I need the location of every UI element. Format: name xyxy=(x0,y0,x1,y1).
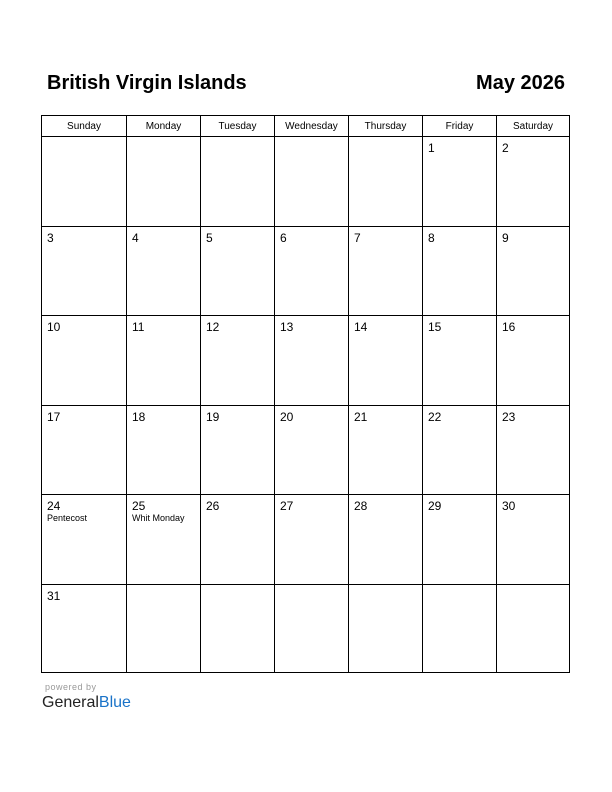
day-number: 1 xyxy=(428,141,435,155)
day-number: 13 xyxy=(280,320,294,334)
day-number: 12 xyxy=(206,320,220,334)
day-cell[interactable] xyxy=(275,406,349,495)
day-cell[interactable] xyxy=(275,316,349,406)
day-number: 3 xyxy=(47,231,54,245)
day-number: 26 xyxy=(206,499,220,513)
day-number: 6 xyxy=(280,231,287,245)
day-cell[interactable] xyxy=(275,495,349,585)
day-cell[interactable] xyxy=(349,406,423,495)
day-cell[interactable] xyxy=(275,227,349,316)
day-cell[interactable] xyxy=(127,316,201,406)
day-cell[interactable] xyxy=(201,585,275,672)
day-cell[interactable] xyxy=(497,406,569,495)
weekday-header-tuesday: Tuesday xyxy=(201,116,275,137)
day-number: 23 xyxy=(502,410,516,424)
day-number: 29 xyxy=(428,499,442,513)
day-number: 17 xyxy=(47,410,61,424)
day-cell[interactable] xyxy=(127,585,201,672)
day-number: 9 xyxy=(502,231,509,245)
generalblue-logo[interactable] xyxy=(42,694,131,712)
day-number: 8 xyxy=(428,231,435,245)
day-number: 21 xyxy=(354,410,368,424)
day-cell[interactable] xyxy=(201,495,275,585)
day-cell[interactable] xyxy=(349,137,423,227)
day-cell[interactable] xyxy=(127,495,201,585)
day-cell[interactable] xyxy=(349,585,423,672)
day-number: 11 xyxy=(132,320,145,334)
day-cell[interactable] xyxy=(423,585,497,672)
day-cell[interactable] xyxy=(423,316,497,406)
weekday-header-thursday: Thursday xyxy=(349,116,423,137)
holiday-label: Whit Monday xyxy=(132,513,185,523)
day-number: 25 xyxy=(132,499,146,513)
day-cell[interactable] xyxy=(42,495,127,585)
day-cell[interactable] xyxy=(127,227,201,316)
country-title: British Virgin Islands xyxy=(47,72,247,94)
day-cell[interactable] xyxy=(349,316,423,406)
day-cell[interactable] xyxy=(127,406,201,495)
day-cell[interactable] xyxy=(423,137,497,227)
brand-general: General xyxy=(42,694,99,711)
day-number: 28 xyxy=(354,499,368,513)
day-cell[interactable] xyxy=(497,585,569,672)
month-year-title: May 2026 xyxy=(476,72,565,94)
day-number: 5 xyxy=(206,231,213,245)
day-cell[interactable] xyxy=(42,585,127,672)
day-number: 27 xyxy=(280,499,294,513)
day-number: 19 xyxy=(206,410,220,424)
day-cell[interactable] xyxy=(497,137,569,227)
day-number: 30 xyxy=(502,499,516,513)
day-number: 31 xyxy=(47,589,61,603)
weekday-header-friday: Friday xyxy=(423,116,497,137)
weekday-header-saturday: Saturday xyxy=(512,121,554,132)
day-number: 10 xyxy=(47,320,61,334)
day-cell[interactable] xyxy=(349,227,423,316)
day-number: 20 xyxy=(280,410,294,424)
weekday-header-wednesday: Wednesday xyxy=(275,116,349,137)
holiday-label: Pentecost xyxy=(47,513,88,523)
day-cell[interactable] xyxy=(42,137,127,227)
weekday-header-monday: Monday xyxy=(127,116,201,137)
day-number: 18 xyxy=(132,410,146,424)
day-number: 4 xyxy=(132,231,139,245)
day-cell[interactable] xyxy=(423,406,497,495)
brand-blue: Blue xyxy=(98,694,131,711)
day-cell[interactable] xyxy=(201,137,275,227)
day-cell[interactable] xyxy=(42,316,127,406)
day-cell[interactable] xyxy=(201,316,275,406)
calendar-grid xyxy=(41,115,570,673)
day-cell[interactable] xyxy=(201,227,275,316)
day-number: 24 xyxy=(47,499,61,513)
day-number: 14 xyxy=(354,320,368,334)
day-cell[interactable] xyxy=(349,495,423,585)
day-number: 22 xyxy=(428,410,442,424)
day-cell[interactable] xyxy=(497,316,569,406)
day-cell[interactable] xyxy=(42,227,127,316)
day-cell[interactable] xyxy=(423,227,497,316)
weekday-header-sunday: Sunday xyxy=(42,116,127,137)
day-number: 2 xyxy=(502,141,509,155)
day-number: 15 xyxy=(428,320,442,334)
day-cell[interactable] xyxy=(201,406,275,495)
day-number: 16 xyxy=(502,320,516,334)
day-cell[interactable] xyxy=(42,406,127,495)
day-cell[interactable] xyxy=(497,495,569,585)
day-number: 7 xyxy=(354,231,361,245)
powered-by-label: powered by xyxy=(45,682,97,692)
day-cell[interactable] xyxy=(127,137,201,227)
day-cell[interactable] xyxy=(497,227,569,316)
day-cell[interactable] xyxy=(275,137,349,227)
day-cell[interactable] xyxy=(275,585,349,672)
day-cell[interactable] xyxy=(423,495,497,585)
